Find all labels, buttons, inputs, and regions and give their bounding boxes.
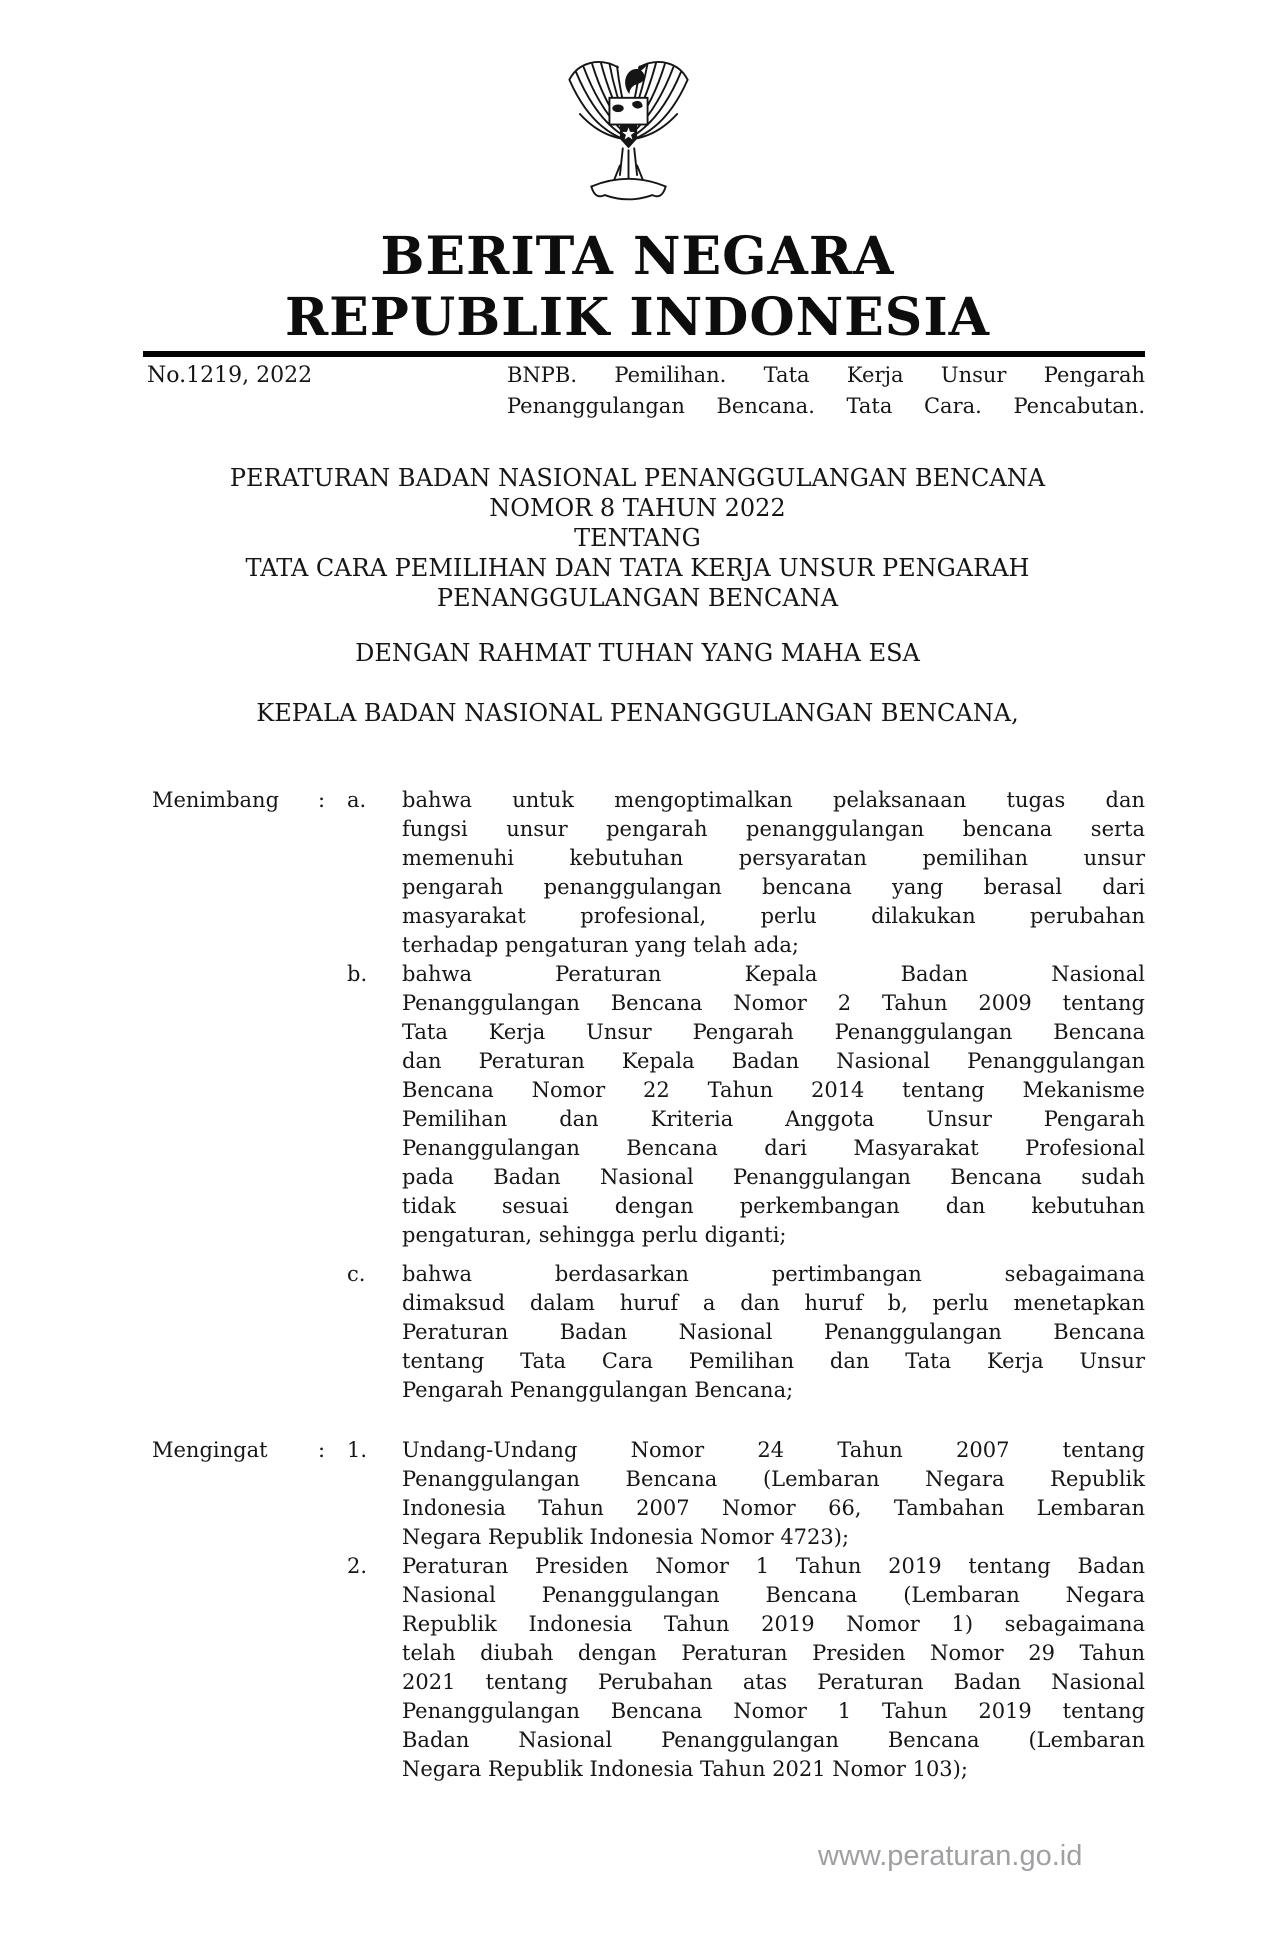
item-text: Undang-Undang Nomor 24 Tahun 2007 tentang Penanggulangan Bencana (Lembaran Negara Republik Indonesia Tahun 2007 Nomor 66, Tambahan Lembaran Negara Republik Indonesia Nomor 4723); — [402, 1438, 1145, 1549]
item-marker: a. — [347, 788, 367, 812]
item-text: Peraturan Presiden Nomor 1 Tahun 2019 tentang Badan Nasional Penanggulangan Bencana (Lembaran Negara Republik Indonesia Tahun 2019 Nomor 1) sebagaimana telah diubah dengan Peraturan Presiden Nomor 29 Tahun 2021 tentang Perubahan atas Peraturan Badan Nasional Penanggulangan Bencana Nomor 1 Tahun 2019 tentang Badan Nasional Penanggulangan Bencana (Lembaran Negara Republik Indonesia Tahun 2021 Nomor 103); — [402, 1554, 1145, 1781]
issue-number: No.1219, 2022 — [147, 363, 313, 388]
masthead — [0, 226, 1275, 348]
garuda-pancasila-icon — [557, 54, 700, 216]
consideration-item-c — [347, 1260, 1145, 1405]
masthead-line2: REPUBLIK INDONESIA — [284, 287, 991, 348]
consideration-item-a — [347, 786, 1145, 960]
masthead-line1: BERITA NEGARA — [380, 226, 895, 287]
subject-abstract: BNPB. Pemilihan. Tata Kerja Unsur Pengarah Penanggulangan Bencana. Tata Cara. Pencabutan. — [507, 363, 1145, 418]
item-marker: c. — [347, 1262, 366, 1286]
legal-basis-item-2 — [347, 1552, 1145, 1784]
item-text: bahwa berdasarkan pertimbangan sebagaimana dimaksud dalam huruf a dan huruf b, perlu menetapkan Peraturan Badan Nasional Penanggulangan Bencana tentang Tata Cara Pemilihan dan Tata Kerja Unsur Pengarah Penanggulangan Bencana; — [402, 1262, 1145, 1402]
invocation-line: DENGAN RAHMAT TUHAN YANG MAHA ESA — [355, 639, 920, 667]
masthead-rule — [143, 351, 1145, 357]
watermark-url: www.peraturan.go.id — [818, 1840, 1083, 1872]
legal-basis-label: Mengingat — [152, 1438, 268, 1462]
legal-basis-colon: : — [318, 1438, 326, 1462]
considerations-items — [347, 786, 1145, 1405]
legal-basis-items — [347, 1436, 1145, 1784]
legal-basis-item-1 — [347, 1436, 1145, 1552]
regulation-title: PERATURAN BADAN NASIONAL PENANGGULANGAN BENCANA NOMOR 8 TAHUN 2022 TENTANG TATA CARA PEMILIHAN DAN TATA KERJA UNSUR PENGARAH PENANGGULANGAN BENCANA — [229, 464, 1046, 612]
issuing-authority-line: KEPALA BADAN NASIONAL PENANGGULANGAN BENCANA, — [256, 699, 1019, 727]
considerations-colon: : — [318, 788, 326, 812]
considerations-label: Menimbang — [152, 788, 280, 812]
considerations-section — [152, 786, 1145, 1405]
item-text: bahwa Peraturan Kepala Badan Nasional Penanggulangan Bencana Nomor 2 Tahun 2009 tentang Tata Kerja Unsur Pengarah Penanggulangan Bencana dan Peraturan Kepala Badan Nasional Penanggulangan Bencana Nomor 22 Tahun 2014 tentang Mekanisme Pemilihan dan Kriteria Anggota Unsur Pengarah Penanggulangan Bencana dari Masyarakat Profesional pada Badan Nasional Penanggulangan Bencana sudah tidak sesuai dengan perkembangan dan kebutuhan pengaturan, sehingga perlu diganti; — [402, 962, 1145, 1247]
legal-basis-section — [152, 1436, 1145, 1784]
item-text: bahwa untuk mengoptimalkan pelaksanaan tugas dan fungsi unsur pengarah penanggulangan bencana serta memenuhi kebutuhan persyaratan pemilihan unsur pengarah penanggulangan bencana yang berasal dari masyarakat profesional, perlu dilakukan perubahan terhadap pengaturan yang telah ada; — [402, 788, 1145, 957]
item-marker: b. — [347, 962, 368, 986]
consideration-item-b — [347, 960, 1145, 1250]
item-marker: 1. — [347, 1438, 368, 1462]
item-marker: 2. — [347, 1554, 368, 1578]
